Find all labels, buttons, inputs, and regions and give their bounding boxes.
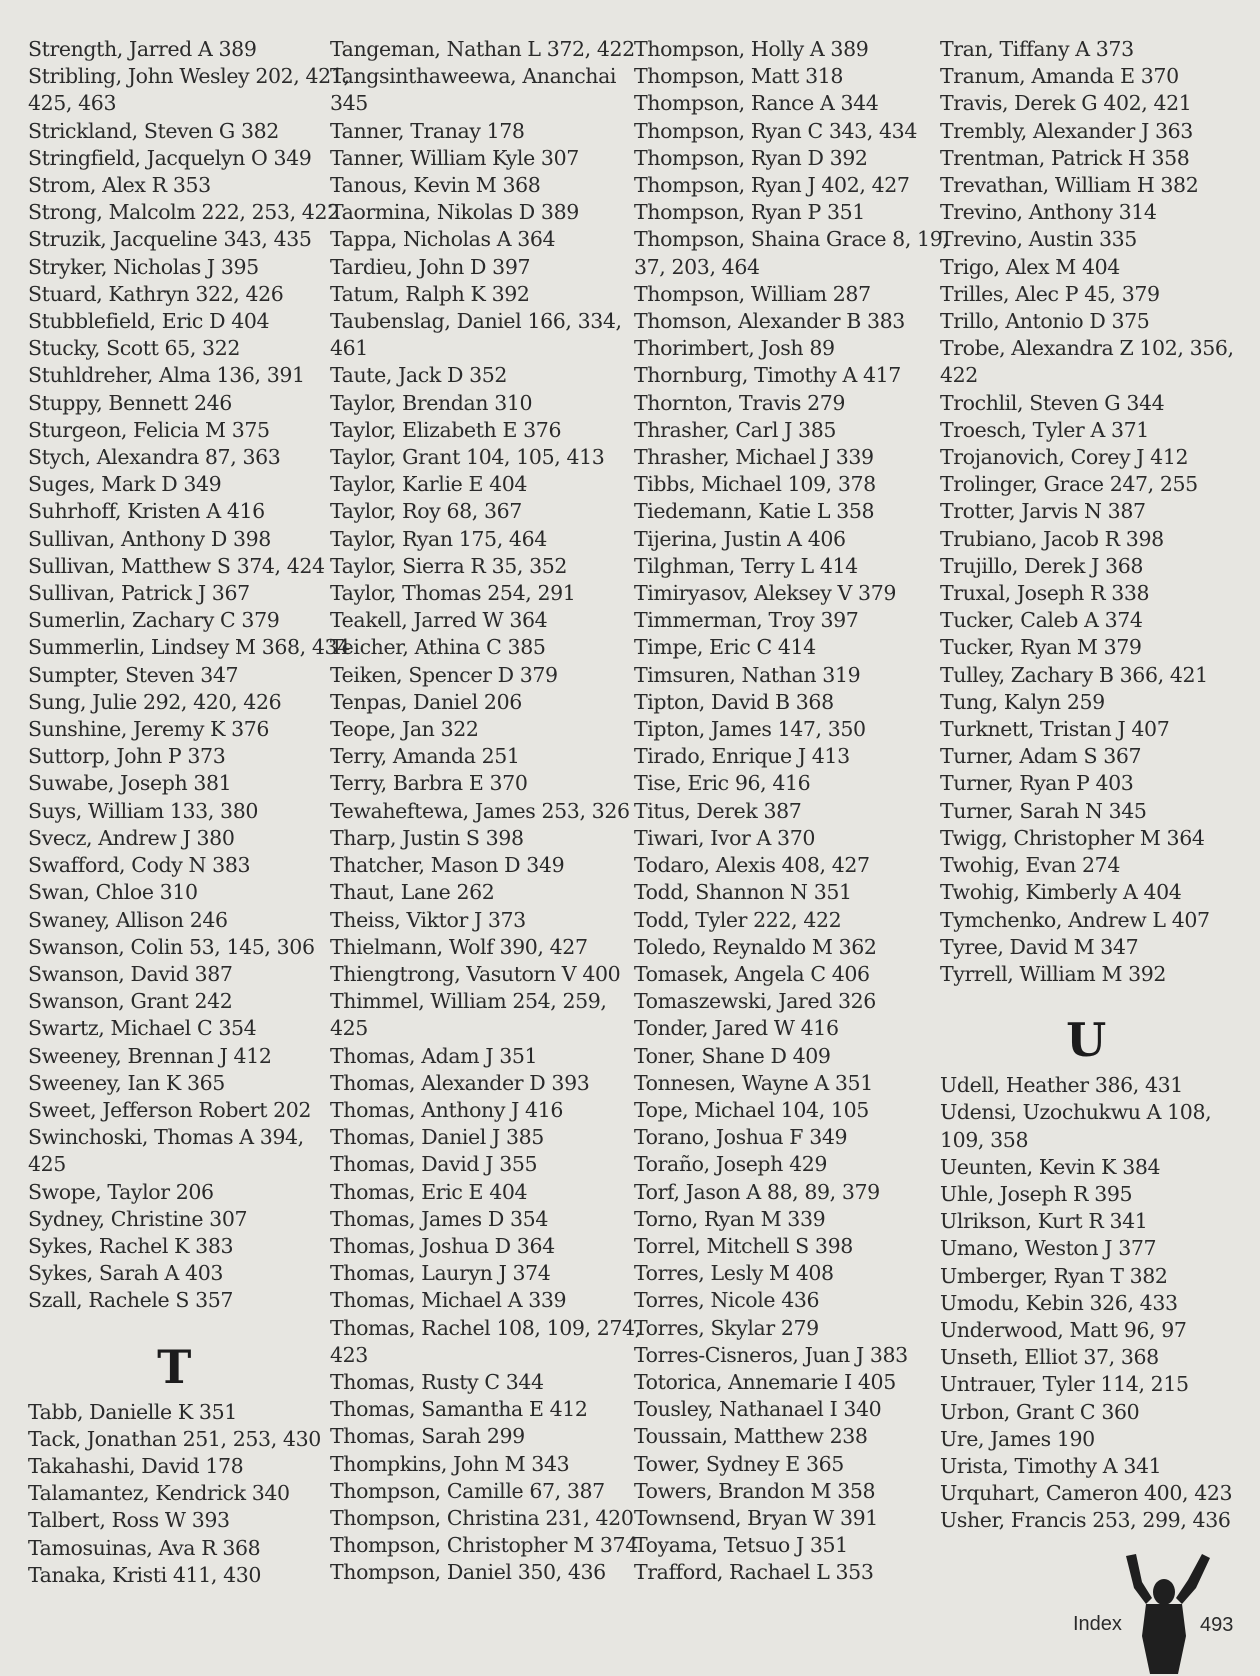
index-entry: Thompson, Ryan C 343, 434 [634,118,917,143]
page-number: 493 [1200,1614,1234,1636]
index-entry: Teiken, Spencer D 379 [330,662,558,687]
index-entry: Umodu, Kebin 326, 433 [940,1290,1178,1315]
index-entry: Suttorp, John P 373 [28,744,226,769]
index-entry: Thornburg, Timothy A 417 [634,363,901,388]
index-entry: Urquhart, Cameron 400, 423 [940,1481,1233,1506]
index-entry: Turner, Adam S 367 [940,744,1142,769]
index-entry: Thaut, Lane 262 [330,880,495,905]
index-entry: Tangsinthaweewa, Ananchai [330,64,617,89]
index-entry: Stuppy, Bennett 246 [28,390,232,415]
index-entry: Trojanovich, Corey J 412 [940,445,1189,470]
index-entry: 37, 203, 464 [634,254,760,279]
index-entry: Sullivan, Patrick J 367 [28,581,250,606]
index-entry: Tangeman, Nathan L 372, 422 [330,37,635,61]
index-entry: Ure, James 190 [940,1426,1095,1451]
index-entry: Strom, Alex R 353 [28,173,211,198]
index-entry: Tibbs, Michael 109, 378 [634,472,876,497]
index-entry: Thomas, Joshua D 364 [330,1233,555,1258]
index-entry: Taylor, Karlie E 404 [330,472,528,497]
index-entry: Taormina, Nikolas D 389 [330,200,579,225]
index-entry: Thomson, Alexander B 383 [634,309,905,334]
index-entry: Umberger, Ryan T 382 [940,1263,1168,1288]
index-entry: Ueunten, Kevin K 384 [940,1154,1161,1179]
index-entry: Talamantez, Kendrick 340 [28,1481,290,1506]
index-entry: Tise, Eric 96, 416 [634,771,811,796]
index-entry: Trilles, Alec P 45, 379 [940,281,1160,306]
index-column-4 [940,36,1232,1535]
index-entry: Tower, Sydney E 365 [634,1451,844,1476]
index-entry: Sumpter, Steven 347 [28,662,239,687]
index-entry: Umano, Weston J 377 [940,1236,1157,1261]
index-entry: Todd, Shannon N 351 [634,880,852,905]
index-entry: 425, 463 [28,91,117,116]
index-entry: Todaro, Alexis 408, 427 [634,853,870,878]
index-entry: Townsend, Bryan W 391 [634,1505,878,1530]
index-entry: Troesch, Tyler A 371 [940,417,1149,442]
index-entry: Trobe, Alexandra Z 102, 356, [940,336,1234,361]
index-entry: Theiss, Viktor J 373 [330,907,526,932]
section-label: Index [1073,1613,1122,1635]
index-entry: Tanner, William Kyle 307 [330,145,579,170]
index-entry: Thimmel, William 254, 259, [330,989,607,1014]
index-entry: Swanson, David 387 [28,961,233,986]
index-entry: Stuhldreher, Alma 136, 391 [28,363,305,388]
index-entry: Taylor, Roy 68, 367 [330,499,522,524]
index-entry: Urista, Timothy A 341 [940,1453,1162,1478]
index-entry: Truxal, Joseph R 338 [940,581,1150,606]
index-entry: Unseth, Elliot 37, 368 [940,1345,1159,1370]
index-entry: 423 [330,1342,368,1367]
index-entry: Timiryasov, Aleksey V 379 [634,581,896,606]
index-entry: Tanner, Tranay 178 [330,118,525,143]
index-entry: Tran, Tiffany A 373 [940,37,1134,61]
index-entry: Tomasek, Angela C 406 [634,961,870,986]
index-entry: Thomas, James D 354 [330,1206,548,1231]
index-entry: Teakell, Jarred W 364 [330,608,548,633]
index-entry: Thiengtrong, Vasutorn V 400 [330,961,621,986]
index-entry: Titus, Derek 387 [634,798,802,823]
index-entry: Sullivan, Matthew S 374, 424 [28,553,325,578]
index-entry: Tijerina, Justin A 406 [634,526,846,551]
index-entry: Thrasher, Carl J 385 [634,417,836,442]
index-entry: Tilghman, Terry L 414 [634,553,858,578]
index-entry: Svecz, Andrew J 380 [28,825,235,850]
index-entry: Thompson, Matt 318 [634,64,844,89]
index-entry: Travis, Derek G 402, 421 [940,91,1192,116]
index-entry: Trubiano, Jacob R 398 [940,526,1164,551]
index-entry: Toussain, Matthew 238 [634,1424,868,1449]
index-entry: Torano, Joshua F 349 [634,1125,848,1150]
index-entry: Taylor, Grant 104, 105, 413 [330,445,605,470]
index-entry: Swinchoski, Thomas A 394, [28,1125,304,1150]
index-entry: Suhrhoff, Kristen A 416 [28,499,265,524]
index-entry: Stringfield, Jacquelyn O 349 [28,145,312,170]
index-entry: Tanaka, Kristi 411, 430 [28,1562,261,1587]
index-entry: Thomas, Eric E 404 [330,1179,528,1204]
index-entry: Tomaszewski, Jared 326 [634,989,876,1014]
index-entry: Thatcher, Mason D 349 [330,853,565,878]
index-entry: Thompson, Ryan J 402, 427 [634,173,910,198]
index-entry: 422 [940,363,978,388]
index-entry: 425 [28,1152,66,1177]
index-entry: Urbon, Grant C 360 [940,1399,1140,1424]
index-entry: Thompson, William 287 [634,281,871,306]
index-entry: Towers, Brandon M 358 [634,1478,876,1503]
index-entry: Tack, Jonathan 251, 253, 430 [28,1426,321,1451]
index-entry: Tardieu, John D 397 [330,254,531,279]
index-entry: Tucker, Ryan M 379 [940,635,1142,660]
index-entry: Sweet, Jefferson Robert 202 [28,1097,312,1122]
index-entry: Thrasher, Michael J 339 [634,445,874,470]
index-entry: Taylor, Sierra R 35, 352 [330,553,568,578]
index-entry: Thomas, Sarah 299 [330,1424,525,1449]
index-entry: Trembly, Alexander J 363 [940,118,1193,143]
index-entry: Thompson, Daniel 350, 436 [330,1560,606,1585]
index-entry: Swartz, Michael C 354 [28,1016,257,1041]
index-entry: Stribling, John Wesley 202, 421, [28,64,350,89]
index-entry: Thompkins, John M 343 [330,1451,570,1476]
index-entry: 461 [330,336,368,361]
index-entry: Stuard, Kathryn 322, 426 [28,281,284,306]
index-entry: Strickland, Steven G 382 [28,118,279,143]
index-entry: Torrel, Mitchell S 398 [634,1233,853,1258]
index-entry: Swan, Chloe 310 [28,880,198,905]
index-entry: Toraño, Joseph 429 [634,1152,828,1177]
index-entry: Timpe, Eric C 414 [634,635,816,660]
cheering-figure-icon [1116,1552,1212,1674]
index-entry: Thompson, Ryan D 392 [634,145,868,170]
index-entry: Trevino, Austin 335 [940,227,1137,252]
index-entry: Stubblefield, Eric D 404 [28,309,270,334]
index-entry: Thomas, Alexander D 393 [330,1070,590,1095]
index-entry: Twohig, Evan 274 [940,853,1120,878]
index-entry: Tabb, Danielle K 351 [28,1399,237,1424]
index-entry: Usher, Francis 253, 299, 436 [940,1508,1231,1533]
index-entry: Thompson, Ryan P 351 [634,200,865,225]
index-entry: 109, 358 [940,1127,1029,1152]
index-entry: Stych, Alexandra 87, 363 [28,445,281,470]
index-entry: Talbert, Ross W 393 [28,1508,230,1533]
index-entry: Totorica, Annemarie I 405 [634,1369,896,1394]
index-entry: Torres, Nicole 436 [634,1288,820,1313]
index-entry: Taylor, Brendan 310 [330,390,533,415]
index-entry: Terry, Amanda 251 [330,744,520,769]
index-entry: Tamosuinas, Ava R 368 [28,1535,261,1560]
index-entry: Trafford, Rachael L 353 [634,1560,874,1585]
index-entry: Stucky, Scott 65, 322 [28,336,240,361]
index-entry: Sunshine, Jeremy K 376 [28,717,270,742]
index-entry: Sydney, Christine 307 [28,1206,248,1231]
index-entry: Trotter, Jarvis N 387 [940,499,1146,524]
section-letter-heading: U [1066,1013,1106,1068]
index-entry: Taylor, Elizabeth E 376 [330,417,562,442]
index-entry: Thomas, Anthony J 416 [330,1097,563,1122]
index-entry: Todd, Tyler 222, 422 [634,907,842,932]
index-entry: Thompson, Rance A 344 [634,91,879,116]
index-entry: Thorimbert, Josh 89 [634,336,835,361]
index-entry: Turner, Sarah N 345 [940,798,1147,823]
index-entry: Tanous, Kevin M 368 [330,173,541,198]
index-entry: Turner, Ryan P 403 [940,771,1134,796]
index-entry: Torres, Skylar 279 [634,1315,819,1340]
index-entry: 425 [330,1016,368,1041]
index-entry: Thompson, Camille 67, 387 [330,1478,605,1503]
index-entry: Tenpas, Daniel 206 [330,689,522,714]
index-entry: Underwood, Matt 96, 97 [940,1317,1187,1342]
index-entry: Torres, Lesly M 408 [634,1261,834,1286]
index-entry: 345 [330,91,368,116]
index-entry: Sullivan, Anthony D 398 [28,526,271,551]
index-entry: Thomas, Adam J 351 [330,1043,538,1068]
index-entry: Uhle, Joseph R 395 [940,1181,1133,1206]
index-entry: Summerlin, Lindsey M 368, 434 [28,635,350,660]
index-entry: Thornton, Travis 279 [634,390,846,415]
index-entry: Tirado, Enrique J 413 [634,744,850,769]
index-entry: Tung, Kalyn 259 [940,689,1105,714]
index-entry: Sung, Julie 292, 420, 426 [28,689,282,714]
index-entry: Swope, Taylor 206 [28,1179,214,1204]
index-entry: Tharp, Justin S 398 [330,825,524,850]
index-entry: Sumerlin, Zachary C 379 [28,608,280,633]
index-entry: Tipton, David B 368 [634,689,834,714]
index-entry: Ulrikson, Kurt R 341 [940,1209,1148,1234]
index-entry: Suys, William 133, 380 [28,798,258,823]
index-entry: Taylor, Ryan 175, 464 [330,526,547,551]
index-entry: Timmerman, Troy 397 [634,608,859,633]
index-entry: Tope, Michael 104, 105 [634,1097,869,1122]
index-entry: Swafford, Cody N 383 [28,853,251,878]
index-entry: Trillo, Antonio D 375 [940,309,1150,334]
index-entry: Thomas, Rusty C 344 [330,1369,544,1394]
index-entry: Torno, Ryan M 339 [634,1206,826,1231]
index-entry: Tucker, Caleb A 374 [940,608,1143,633]
index-entry: Terry, Barbra E 370 [330,771,528,796]
index-column-3 [634,36,949,1587]
index-entry: Struzik, Jacqueline 343, 435 [28,227,312,252]
index-entry: Tyrrell, William M 392 [940,961,1167,986]
index-entry: Takahashi, David 178 [28,1453,244,1478]
index-entry: Trochlil, Steven G 344 [940,390,1165,415]
index-entry: Tewaheftewa, James 253, 326 [330,798,630,823]
index-entry: Trujillo, Derek J 368 [940,553,1143,578]
index-entry: Swanson, Colin 53, 145, 306 [28,934,315,959]
index-entry: Thomas, Lauryn J 374 [330,1261,551,1286]
index-entry: Tiwari, Ivor A 370 [634,825,815,850]
index-entry: Thompson, Shaina Grace 8, 19, [634,227,949,252]
index-entry: Tipton, James 147, 350 [634,717,866,742]
index-entry: Thomas, Rachel 108, 109, 274, [330,1315,641,1340]
index-entry: Tappa, Nicholas A 364 [330,227,556,252]
index-entry: Thomas, David J 355 [330,1152,538,1177]
index-entry: Sweeney, Brennan J 412 [28,1043,272,1068]
index-entry: Trentman, Patrick H 358 [940,145,1190,170]
index-column-2 [330,36,641,1587]
index-entry: Tonnesen, Wayne A 351 [634,1070,873,1095]
index-entry: Sturgeon, Felicia M 375 [28,417,270,442]
index-entry: Swaney, Allison 246 [28,907,228,932]
index-entry: Torres-Cisneros, Juan J 383 [634,1342,908,1367]
index-entry: Thomas, Daniel J 385 [330,1125,544,1150]
section-letter-heading: T [157,1339,191,1394]
index-entry: Tulley, Zachary B 366, 421 [940,662,1208,687]
index-entry: Udell, Heather 386, 431 [940,1073,1183,1098]
index-entry: Strong, Malcolm 222, 253, 422 [28,200,340,225]
index-entry: Sykes, Sarah A 403 [28,1261,223,1286]
index-entry: Tranum, Amanda E 370 [940,64,1179,89]
index-entry: Tonder, Jared W 416 [634,1016,839,1041]
index-entry: Timsuren, Nathan 319 [634,662,861,687]
index-entry: Thielmann, Wolf 390, 427 [330,934,588,959]
index-entry: Tymchenko, Andrew L 407 [940,907,1210,932]
index-entry: Trolinger, Grace 247, 255 [940,472,1198,497]
index-entry: Toledo, Reynaldo M 362 [634,934,877,959]
index-entry: Trevathan, William H 382 [940,173,1199,198]
index-entry: Toner, Shane D 409 [634,1043,831,1068]
index-entry: Swanson, Grant 242 [28,989,233,1014]
index-entry: Thomas, Samantha E 412 [330,1397,588,1422]
index-entry: Trigo, Alex M 404 [940,254,1120,279]
index-entry: Tatum, Ralph K 392 [330,281,530,306]
index-entry: Thompson, Christopher M 374 [330,1533,638,1558]
index-entry: Suges, Mark D 349 [28,472,222,497]
index-entry: Taubenslag, Daniel 166, 334, [330,309,622,334]
index-entry: Thomas, Michael A 339 [330,1288,567,1313]
index-entry: Twigg, Christopher M 364 [940,825,1205,850]
index-entry: Sweeney, Ian K 365 [28,1070,225,1095]
index-entry: Suwabe, Joseph 381 [28,771,232,796]
index-entry: Udensi, Uzochukwu A 108, [940,1100,1212,1125]
index-entry: Tiedemann, Katie L 358 [634,499,875,524]
index-entry: Tyree, David M 347 [940,934,1139,959]
index-entry: Toyama, Tetsuo J 351 [634,1533,848,1558]
index-entry: Stryker, Nicholas J 395 [28,254,259,279]
index-entry: Trevino, Anthony 314 [940,200,1157,225]
index-entry: Thompson, Christina 231, 420 [330,1505,634,1530]
index-entry: Teope, Jan 322 [330,717,479,742]
index-entry: Sykes, Rachel K 383 [28,1233,234,1258]
index-entry: Thompson, Holly A 389 [634,37,869,61]
index-entry: Twohig, Kimberly A 404 [940,880,1182,905]
index-entry: Szall, Rachele S 357 [28,1288,234,1313]
index-entry: Teicher, Athina C 385 [330,635,546,660]
index-entry: Strength, Jarred A 389 [28,37,257,61]
index-entry: Taylor, Thomas 254, 291 [330,581,576,606]
index-entry: Turknett, Tristan J 407 [940,717,1170,742]
index-entry: Tousley, Nathanael I 340 [634,1397,882,1422]
index-entry: Untrauer, Tyler 114, 215 [940,1372,1189,1397]
index-entry: Torf, Jason A 88, 89, 379 [634,1179,880,1204]
index-entry: Taute, Jack D 352 [330,363,508,388]
